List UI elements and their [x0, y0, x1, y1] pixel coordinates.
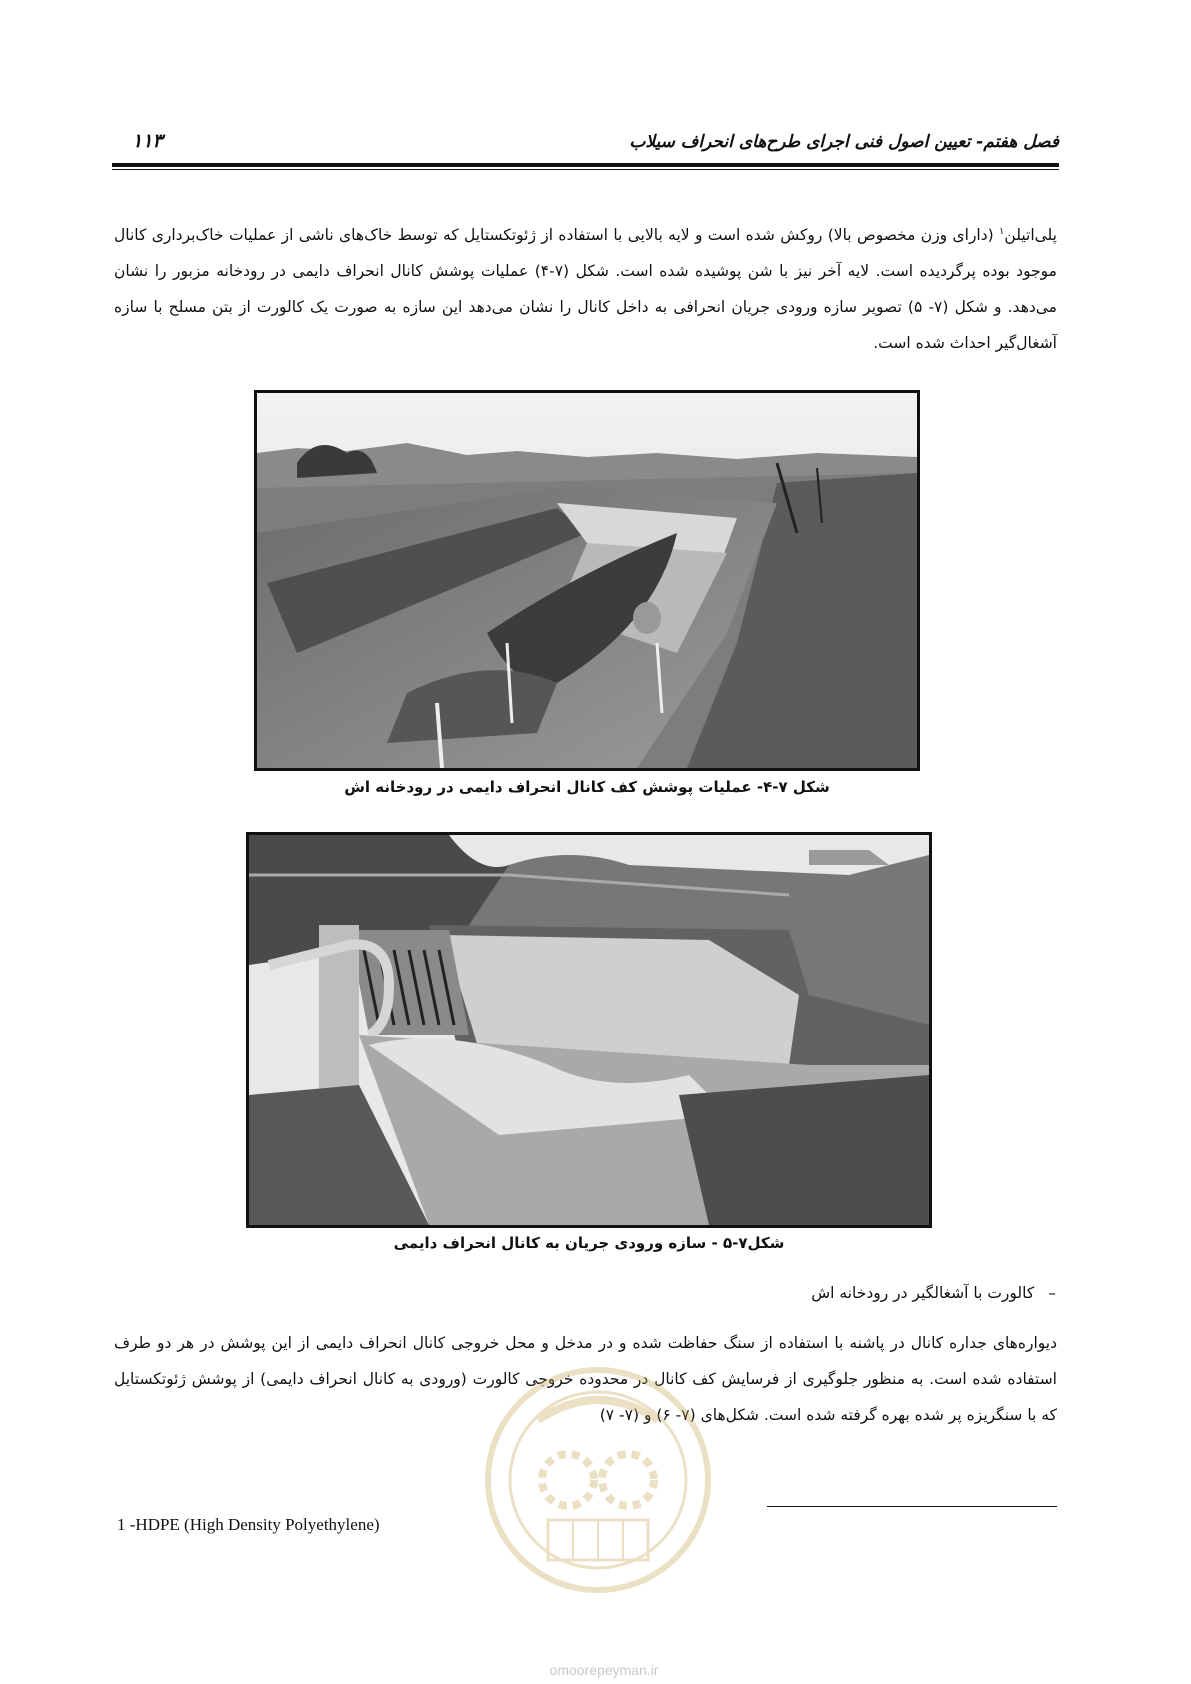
figure-canal-lining-photo: [254, 390, 920, 771]
chapter-title: فصل هفتم- تعیین اصول فنی اجرای طرح‌های انحراف سیلاب: [629, 132, 1059, 152]
page-number: ۱۱۳: [132, 130, 163, 152]
page-header: [112, 128, 1059, 162]
watermark-logo: [478, 1360, 718, 1600]
header-rule-thick: [112, 163, 1059, 167]
footnote-separator: [767, 1506, 1057, 1507]
body-paragraph-1: [114, 214, 1057, 361]
bullet-item: [811, 1284, 1056, 1302]
header-rule-thin: [112, 169, 1059, 170]
paragraph-text: (دارای وزن مخصوص بالا) روکش شده است و لایه بالایی با استفاده از ژئوتکستایل که توسط خاک‌های ناشی از عملیات خاک‌برداری کانال موجود بوده پرگردیده است. لایه آخر نیز با شن پوشیده شده است. شکل (۷-۴) عملیات پوشش کانال انحراف دایمی در رودخانه مزبور را نشان می‌دهد. و شکل (۷- ۵) تصویر سازه ورودی جریان انحرافی به داخل کانال را نشان می‌دهد این سازه به صورت یک کالورت از بتن مسلح با سازه آشغال‌گیر احداث شده است.: [114, 226, 1057, 353]
watermark-text: omoorepeyman.ir: [549, 1662, 659, 1678]
bullet-text: کالورت با آشغالگیر در رودخانه اش: [811, 1284, 1035, 1302]
figure-culvert-inlet-photo: [246, 832, 932, 1228]
body-paragraph-2: دیواره‌های جداره کانال در پاشنه با استفاده از سنگ حفاظت شده و در مدخل و محل خروجی کانال انحراف دایمی از این پوشش در هر دو طرف استفاده شده است. به منظور جلوگیری از فرسایش کف کانال در محدوده خروجی کالورت (ورودی به کانال انحراف دایمی) از پوشش ژئوتکستایل که با سنگریزه پر شده بهره گرفته شده است. شکل‌های (۷- ۶) و (۷- ۷): [114, 1334, 1057, 1424]
footnote-reference: ۱: [999, 226, 1005, 237]
figure-2-caption: شکل۷-۵ - سازه ورودی جریان به کانال انحراف دایمی: [393, 1234, 785, 1252]
bullet-dash: –: [1048, 1284, 1056, 1302]
figure-1-caption: شکل ۷-۴- عملیات پوشش کف کانال انحراف دایمی در رودخانه اش: [344, 778, 830, 796]
paragraph-lead-word: پلی‌اتیلن: [1004, 226, 1057, 245]
footnote: 1 -HDPE (High Density Polyethylene): [117, 1515, 380, 1534]
